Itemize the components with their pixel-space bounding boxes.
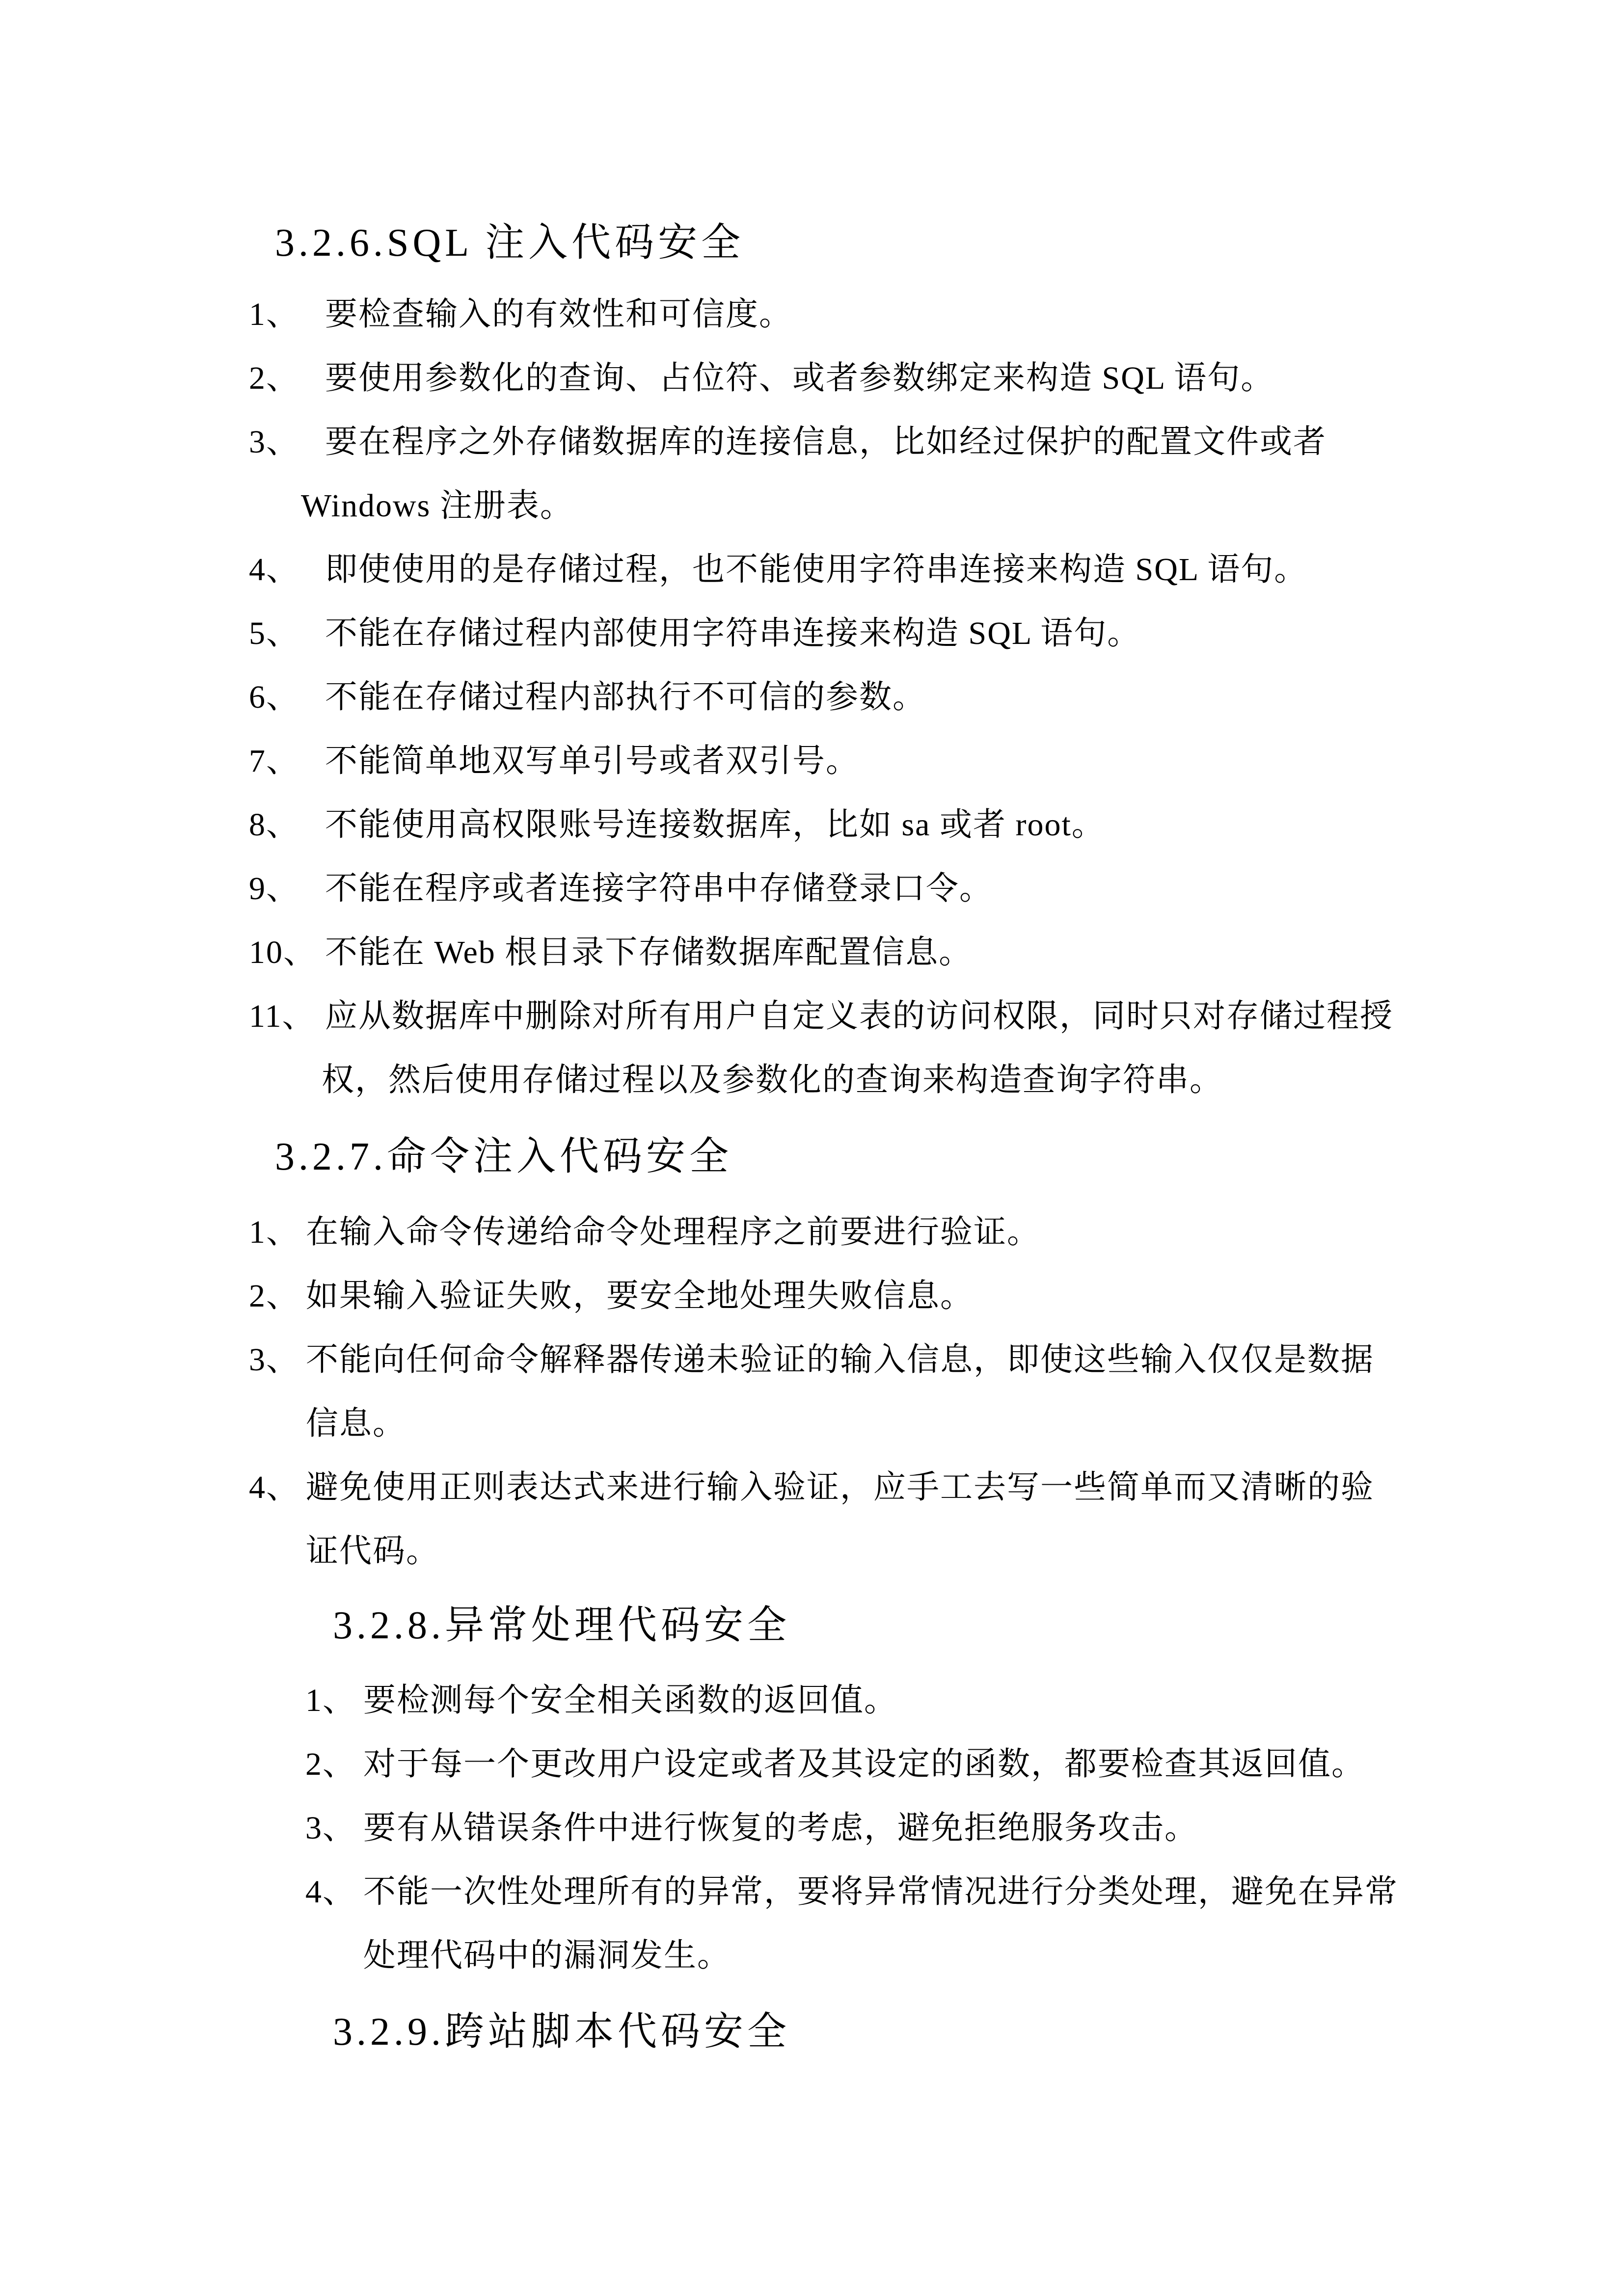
list-item-number: 4、 [305, 1874, 356, 1910]
list-item-continuation [301, 474, 573, 538]
list-item-number: 1、 [249, 296, 299, 332]
list-item-number: 9、 [249, 871, 299, 907]
list-item-number: 11、 [249, 998, 316, 1034]
list-item-text: 要使用参数化的查询、占位符、或者参数绑定来构造 SQL 语句。 [325, 360, 1274, 396]
list-item [305, 1796, 1198, 1860]
list-item-number: 8、 [249, 807, 299, 843]
list-item [249, 1201, 1040, 1264]
list-item-text: 不能在存储过程内部执行不可信的参数。 [325, 679, 926, 715]
list-item-continuation [306, 1520, 439, 1583]
list-item-text: 不能在存储过程内部使用字符串连接来构造 SQL 语句。 [325, 615, 1141, 651]
list-item-text: 即使使用的是存储过程，也不能使用字符串连接来构造 SQL 语句。 [325, 552, 1308, 587]
list-item-text: 不能简单地双写单引号或者双引号。 [325, 743, 859, 779]
list-item-text: 对于每一个更改用户设定或者及其设定的函数，都要检查其返回值。 [363, 1746, 1365, 1782]
list-item [249, 666, 926, 729]
list-item [249, 1264, 974, 1328]
list-item [305, 1669, 897, 1733]
list-item [249, 921, 972, 985]
list-item-number: 2、 [249, 360, 299, 396]
list-item [249, 985, 1393, 1048]
list-item-number: 3、 [305, 1810, 356, 1846]
list-item-continuation [363, 1924, 731, 1988]
list-item [249, 347, 1274, 410]
list-item-number: 2、 [249, 1278, 299, 1314]
list-item-number: 5、 [249, 615, 299, 651]
list-item-number: 7、 [249, 743, 299, 779]
list-item-text: 应从数据库中删除对所有用户自定义表的访问权限，同时只对存储过程授 [325, 998, 1393, 1034]
list-item-text: 权，然后使用存储过程以及参数化的查询来构造查询字符串。 [322, 1062, 1223, 1098]
list-item-text: 要检测每个安全相关函数的返回值。 [363, 1682, 897, 1718]
list-item [305, 1860, 1398, 1924]
list-item-text: 信息。 [306, 1406, 406, 1442]
list-item-number: 1、 [305, 1682, 356, 1718]
list-item [249, 1328, 1374, 1392]
list-item-text: 不能向任何命令解释器传递未验证的输入信息，即使这些输入仅仅是数据 [306, 1342, 1374, 1378]
list-item [249, 410, 1326, 474]
list-item-text: 不能在程序或者连接字符串中存储登录口令。 [325, 871, 993, 907]
list-item [249, 729, 859, 793]
list-item-continuation [306, 1392, 406, 1456]
list-item-text: 不能使用高权限账号连接数据库，比如 sa 或者 root。 [325, 807, 1105, 843]
list-item-number: 1、 [249, 1214, 299, 1250]
list-item-text: 如果输入验证失败，要安全地处理失败信息。 [306, 1278, 974, 1314]
list-item-text: 证代码。 [306, 1533, 439, 1569]
list-item-text: 避免使用正则表达式来进行输入验证，应手工去写一些简单而又清晰的验 [306, 1469, 1374, 1505]
list-item-text: 要有从错误条件中进行恢复的考虑，避免拒绝服务攻击。 [363, 1810, 1198, 1846]
list-item-number: 6、 [249, 679, 299, 715]
list-item [305, 1733, 1365, 1796]
list-item-text: 在输入命令传递给命令处理程序之前要进行验证。 [306, 1214, 1040, 1250]
list-item [249, 538, 1307, 602]
list-item [249, 602, 1140, 666]
list-item [249, 1456, 1374, 1520]
list-item-text: 要在程序之外存储数据库的连接信息，比如经过保护的配置文件或者 [325, 424, 1326, 460]
list-item-number: 10、 [249, 934, 317, 970]
list-item-text: 处理代码中的漏洞发生。 [363, 1938, 731, 1974]
list-item-number: 2、 [305, 1746, 356, 1782]
list-item-text: 要检查输入的有效性和可信度。 [325, 296, 792, 332]
list-item [249, 793, 1105, 857]
list-item-text: 不能一次性处理所有的异常，要将异常情况进行分类处理，避免在异常 [363, 1874, 1398, 1910]
section-heading-328: 3.2.8.异常处理代码安全 [333, 1604, 790, 1647]
list-item-text: Windows 注册表。 [301, 488, 573, 524]
list-item [249, 857, 993, 921]
section-heading-329: 3.2.9.跨站脚本代码安全 [333, 2010, 790, 2054]
list-item-number: 4、 [249, 552, 299, 587]
list-item [249, 283, 792, 347]
section-heading-326: 3.2.6.SQL 注入代码安全 [275, 221, 745, 265]
list-item-number: 3、 [249, 424, 299, 460]
list-item-continuation [322, 1048, 1223, 1112]
section-heading-327: 3.2.7.命令注入代码安全 [275, 1135, 732, 1178]
list-item-number: 4、 [249, 1469, 299, 1505]
list-item-number: 3、 [249, 1342, 299, 1378]
list-item-text: 不能在 Web 根目录下存储数据库配置信息。 [325, 934, 973, 970]
